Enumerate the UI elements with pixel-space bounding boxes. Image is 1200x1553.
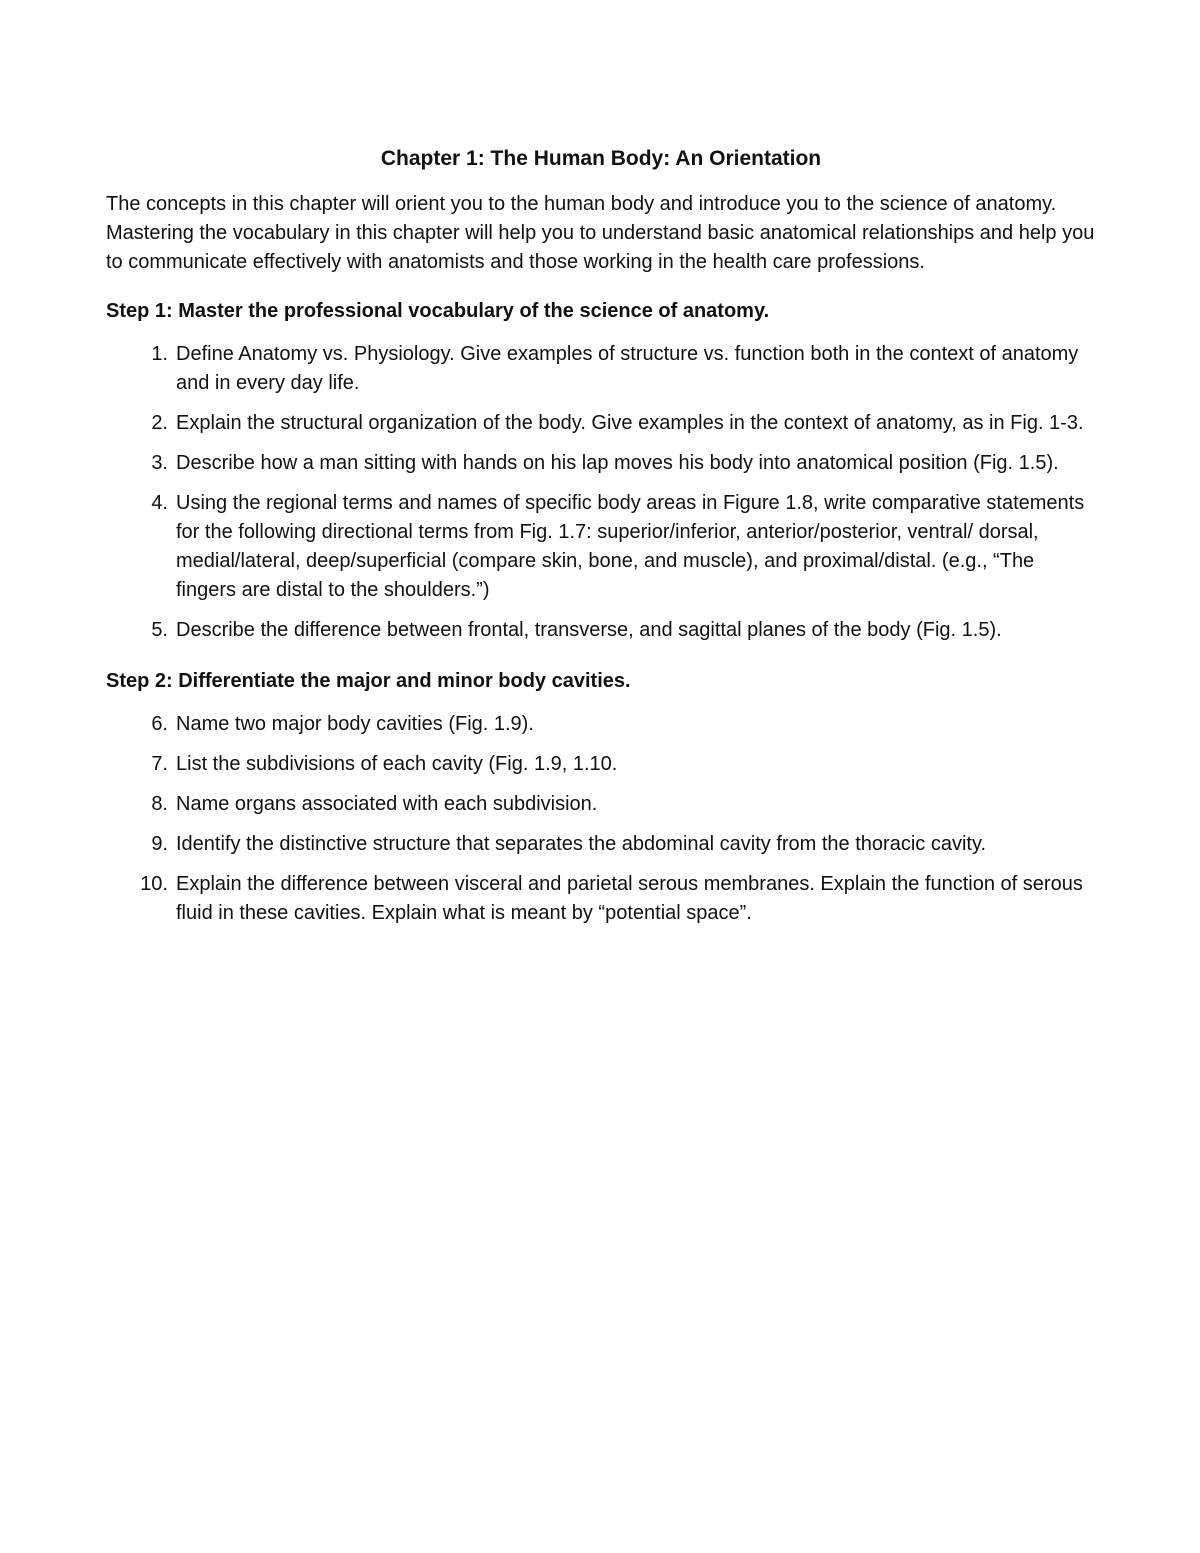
list-item [106,750,1096,779]
item-text: Explain the difference between visceral and parietal serous membranes. Explain the function of serous fluid in these cavities. Explain what is meant by “potential space”. [176,873,1083,924]
list-item [106,340,1096,398]
item-number: 6. [151,713,168,735]
step-1-heading: Step 1: Master the professional vocabulary of the science of anatomy. [106,300,770,322]
page-title: Chapter 1: The Human Body: An Orientation [380,147,822,170]
step-1-objectives-list [106,340,1096,645]
item-text: Describe how a man sitting with hands on his lap moves his body into anatomical position (Fig. 1.5). [176,452,1059,474]
step-2-objectives-list [106,710,1096,928]
item-text: List the subdivisions of each cavity (Fig. 1.9, 1.10. [176,753,618,775]
list-item [106,710,1096,739]
list-item [106,409,1096,438]
intro-paragraph: The concepts in this chapter will orient you to the human body and introduce you to the science of anatomy. Mastering the vocabulary in this chapter will help you to understand basic anatomical relationships and help you to communicate effectively with anatomists and those working in the health care professions. [106,193,1095,273]
item-number: 1. [151,343,168,365]
item-text: Describe the difference between frontal, transverse, and sagittal planes of the body (Fig. 1.5). [176,619,1002,641]
item-number: 7. [151,753,168,775]
item-text: Identify the distinctive structure that separates the abdominal cavity from the thoracic cavity. [176,833,987,855]
list-item [106,449,1096,478]
document-page [106,142,1096,950]
item-number: 9. [151,833,168,855]
item-number: 8. [151,793,168,815]
item-text: Name two major body cavities (Fig. 1.9). [176,713,534,735]
list-item [106,790,1096,819]
item-text: Define Anatomy vs. Physiology. Give examples of structure vs. function both in the context of anatomy and in every day life. [176,343,1079,394]
item-number: 5. [151,619,168,641]
item-number: 3. [151,452,168,474]
list-item [106,830,1096,859]
item-number: 2. [151,412,168,434]
list-item [106,870,1096,928]
list-item [106,489,1096,605]
step-2-heading: Step 2: Differentiate the major and minor body cavities. [106,670,631,692]
item-number: 4. [151,492,168,514]
item-text: Using the regional terms and names of specific body areas in Figure 1.8, write comparative statements for the following directional terms from Fig. 1.7: superior/inferior, anterior/posterior, ventral/ dorsal, medial/lateral, deep/superficial (compare skin, bone, and muscle), and proximal/distal. (e.g., “The fingers are distal to the shoulders.”) [176,492,1085,601]
item-text: Explain the structural organization of the body. Give examples in the context of anatomy, as in Fig. 1-3. [176,412,1084,434]
list-item [106,616,1096,645]
item-text: Name organs associated with each subdivision. [176,793,598,815]
item-number: 10. [140,873,168,895]
